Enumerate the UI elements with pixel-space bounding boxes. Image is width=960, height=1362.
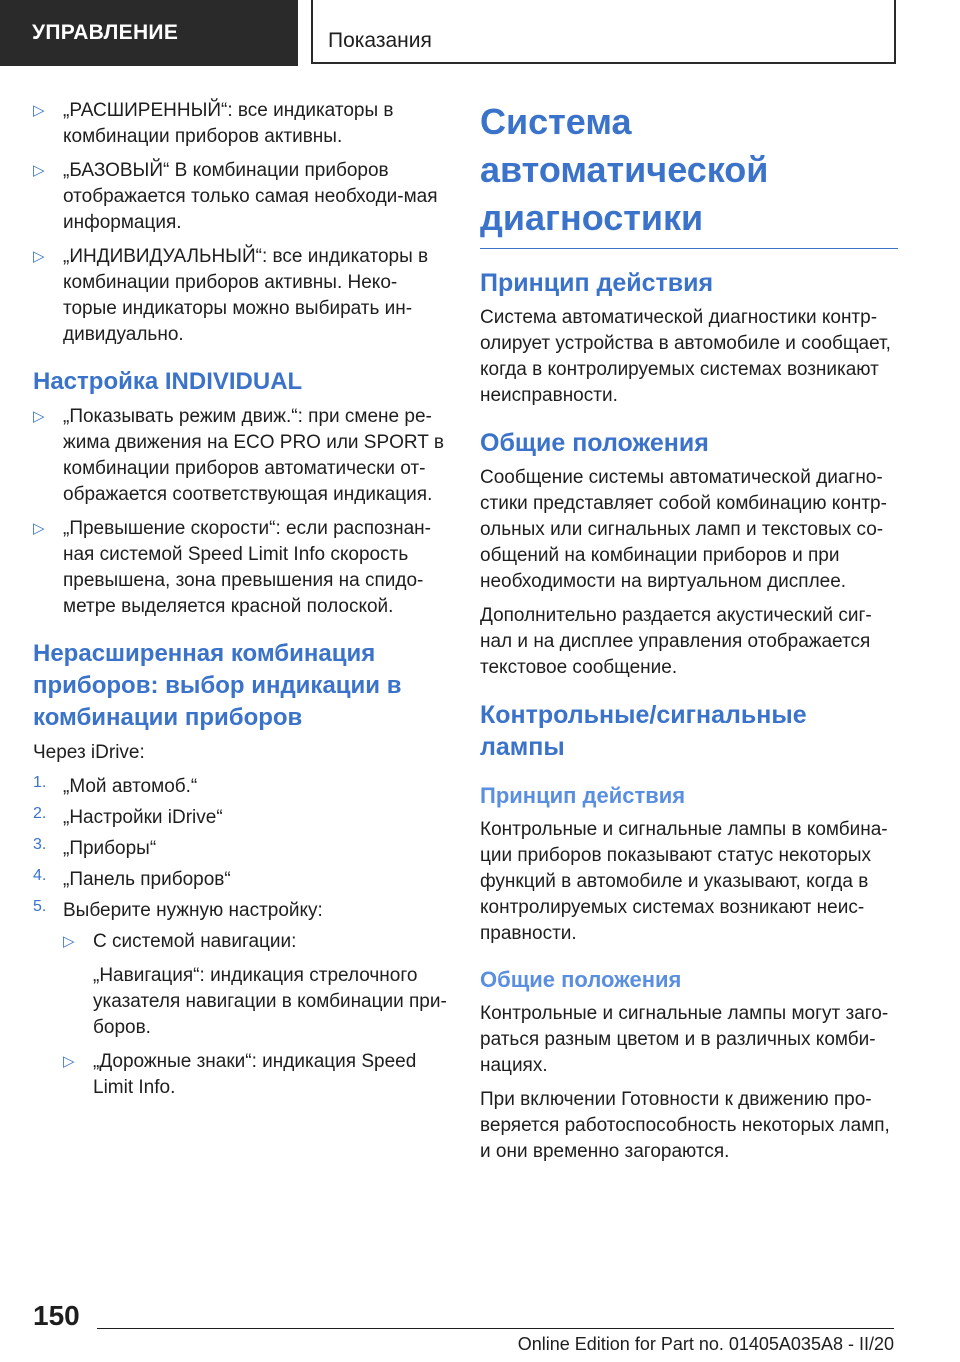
- list-item-text: „Превышение скорости“: если распознан-ная системой Speed Limit Info скорость превышена, зона превышения на спидо-метре выделяется красной полоской.: [63, 518, 431, 617]
- triangle-right-icon: ▷: [33, 248, 45, 265]
- left-column: [33, 98, 451, 1109]
- page-number: 150: [33, 1300, 80, 1331]
- step-item: [33, 805, 451, 831]
- triangle-right-icon: ▷: [63, 1053, 75, 1070]
- heading-principle-2: Принцип действия: [480, 783, 686, 808]
- step-number: 5.: [33, 898, 47, 915]
- chapter-tab: Показания: [311, 0, 896, 64]
- list-item-detail: „Навигация“: индикация стрелочного указателя навигации в комбинации при-боров.: [93, 965, 447, 1038]
- step-number: 2.: [33, 805, 47, 822]
- section-tab: УПРАВЛЕНИЕ: [0, 0, 298, 66]
- page-header: [0, 0, 960, 66]
- paragraph: Сообщение системы автоматической диагно-стики представляет собой комбинацию контр-ольных или сигнальных ламп и текстовых со-общений на комбинации приборов и при необходимости на виртуальном дисплее.: [480, 467, 887, 592]
- triangle-right-icon: ▷: [63, 933, 75, 950]
- list-item: [63, 929, 451, 1041]
- list-item: [33, 244, 451, 348]
- heading-lamps: Контрольные/сигнальные лампы: [480, 701, 807, 761]
- footer-divider: [97, 1328, 894, 1329]
- triangle-right-icon: ▷: [33, 408, 45, 425]
- edition-note: Online Edition for Part no. 01405A035A8 - II/20: [517, 1334, 894, 1354]
- step-text: Выберите нужную настройку:: [63, 900, 323, 921]
- step-item: [33, 774, 451, 800]
- step-number: 4.: [33, 867, 47, 884]
- paragraph: Система автоматической диагностики контр-олирует устройства в автомобиле и сообщает, когда в контролируемых системах возникают неисправности.: [480, 307, 891, 406]
- heading-general-2: Общие положения: [480, 967, 682, 992]
- triangle-right-icon: ▷: [33, 102, 45, 119]
- heading-principle-1: Принцип действия: [480, 269, 714, 297]
- sub-list: [63, 929, 451, 1101]
- title-divider: [480, 248, 898, 249]
- list-item: [63, 1049, 451, 1101]
- list-item: [33, 404, 451, 508]
- step-text: „Панель приборов“: [63, 869, 231, 890]
- paragraph: Контрольные и сигнальные лампы в комбина-ции приборов показывают статус некоторых функций в автомобиле и указывают, когда в контролируемых системах возникают неис-правности.: [480, 819, 888, 944]
- paragraph: Контрольные и сигнальные лампы могут заго-раться разным цветом и в различных комби-нациях.: [480, 1003, 889, 1076]
- list-item-text: „РАСШИРЕННЫЙ“: все индикаторы в комбинации приборов активны.: [63, 100, 394, 147]
- list-item: [33, 158, 451, 236]
- step-text: „Приборы“: [63, 838, 157, 859]
- step-item: [33, 836, 451, 862]
- right-column: [480, 98, 898, 1165]
- paragraph: При включении Готовности к движению про-веряется работоспособность некоторых ламп, и они временно загораются.: [480, 1089, 890, 1162]
- step-number: 3.: [33, 836, 47, 853]
- page-title: Система автоматической диагностики: [480, 101, 769, 238]
- triangle-right-icon: ▷: [33, 520, 45, 537]
- list-item-text: „БАЗОВЫЙ“ В комбинации приборов отображается только самая необходи-мая информация.: [63, 160, 438, 233]
- step-item: [33, 867, 451, 893]
- list-item-text: „ИНДИВИДУАЛЬНЫЙ“: все индикаторы в комбинации приборов активны. Неко-торые индикаторы можно выбирать ин-дивидуально.: [63, 246, 429, 345]
- page-footer: [0, 1290, 960, 1362]
- list-item: [33, 98, 451, 150]
- heading-nonextended: Нерасширенная комбинация приборов: выбор индикации в комбинации приборов: [33, 640, 402, 731]
- list-item-text: С системой навигации:: [93, 931, 297, 952]
- step-number: 1.: [33, 774, 47, 791]
- list-item-text: „Дорожные знаки“: индикация Speed Limit Info.: [93, 1051, 417, 1098]
- step-text: „Мой автомоб.“: [63, 776, 198, 797]
- step-text: „Настройки iDrive“: [63, 807, 223, 828]
- via-idrive-text: Через iDrive:: [33, 742, 145, 763]
- step-item: [33, 898, 451, 924]
- heading-individual: Настройка INDIVIDUAL: [33, 368, 303, 395]
- heading-general-1: Общие положения: [480, 429, 709, 457]
- list-item-text: „Показывать режим движ.“: при смене ре-жима движения на ECO PRO или SPORT в комбинации приборов автоматически от-ображается соответствующая индикация.: [63, 406, 444, 505]
- list-item: [33, 516, 451, 620]
- triangle-right-icon: ▷: [33, 162, 45, 179]
- paragraph: Дополнительно раздается акустический сиг-нал и на дисплее управления отображается текстовое сообщение.: [480, 605, 872, 678]
